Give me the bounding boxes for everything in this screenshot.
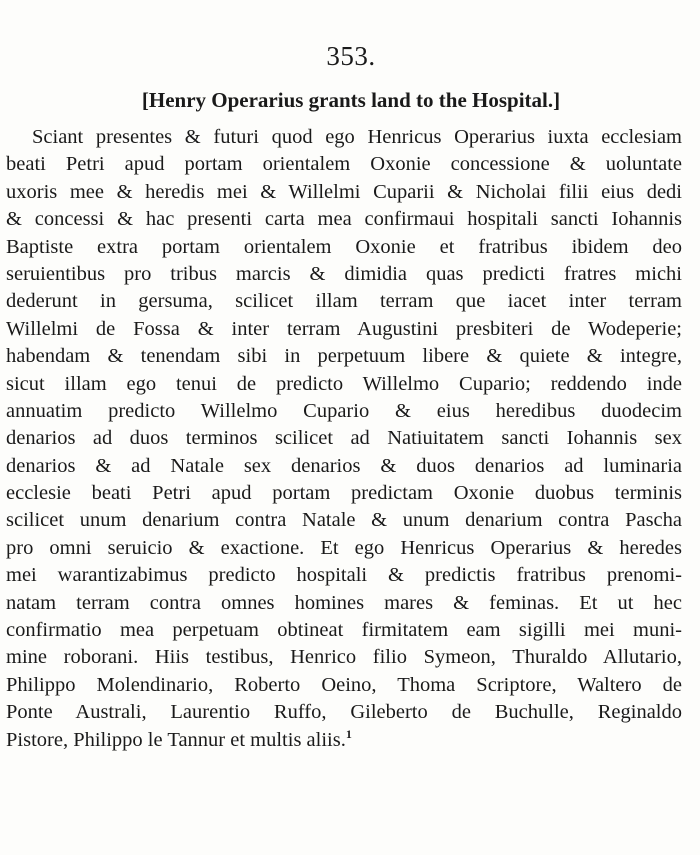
text-line: Sciant presentes & futuri quod ego Henricus Operarius iuxta ecclesiam xyxy=(32,126,682,148)
text-line: sicut illam ego tenui de predicto Willelmo Cupario; reddendo inde xyxy=(6,372,682,395)
text-line: habendam & tenendam sibi in perpetuum libere & quiete & integre, xyxy=(6,345,682,368)
text-line: denarios ad duos terminos scilicet ad Natiuitatem sancti Iohannis sex xyxy=(6,427,682,450)
text-line: seruientibus pro tribus marcis & dimidia quas predicti fratres michi xyxy=(6,262,682,285)
text-line: uxoris mee & heredis mei & Willelmi Cuparii & Nicholai filii eius dedi xyxy=(6,180,682,203)
text-line: natam terram contra omnes homines mares & feminas. Et ut hec xyxy=(6,591,682,614)
text-line: mei warantizabimus predicto hospitali & predictis fratribus prenomi- xyxy=(6,564,682,587)
text-line: pro omni seruicio & exactione. Et ego Henricus Operarius & heredes xyxy=(6,536,682,559)
document-title: [Henry Operarius grants land to the Hospital.] xyxy=(141,88,561,112)
text-line: Ponte Australi, Laurentio Ruffo, Gileberto de Buchulle, Reginaldo xyxy=(6,701,682,724)
text-line: Baptiste extra portam orientalem Oxonie et fratribus ibidem deo xyxy=(6,235,682,258)
text-line: denarios & ad Natale sex denarios & duos denarios ad luminaria xyxy=(6,454,682,477)
text-line: dederunt in gersuma, scilicet illam terram que iacet inter terram xyxy=(6,290,682,313)
text-line: beati Petri apud portam orientalem Oxonie concessione & uoluntate xyxy=(6,153,682,176)
text-line: annuatim predicto Willelmo Cupario & eius heredibus duodecim xyxy=(6,399,682,422)
document-number: 353. xyxy=(326,41,376,71)
text-line: Philippo Molendinario, Roberto Oeino, Thoma Scriptore, Waltero de xyxy=(6,673,682,696)
text-line: scilicet unum denarium contra Natale & unum denarium contra Pascha xyxy=(6,509,682,532)
text-line: Pistore, Philippo le Tannur et multis aliis.$^1$ xyxy=(6,726,352,751)
text-line: & concessi & hac presenti carta mea confirmaui hospitali sancti Iohannis xyxy=(6,208,682,231)
text-line: ecclesie beati Petri apud portam predictam Oxonie duobus terminis xyxy=(6,482,682,505)
document-body xyxy=(6,124,682,754)
text-line: mine roborani. Hiis testibus, Henrico filio Symeon, Thuraldo Allutario, xyxy=(6,646,682,669)
footnote-marker: 1 xyxy=(345,726,352,741)
text-line: confirmatio mea perpetuam obtineat firmitatem eam sigilli mei muni- xyxy=(6,619,682,642)
text-line: Willelmi de Fossa & inter terram Augustini presbiteri de Wodeperie; xyxy=(6,317,682,340)
